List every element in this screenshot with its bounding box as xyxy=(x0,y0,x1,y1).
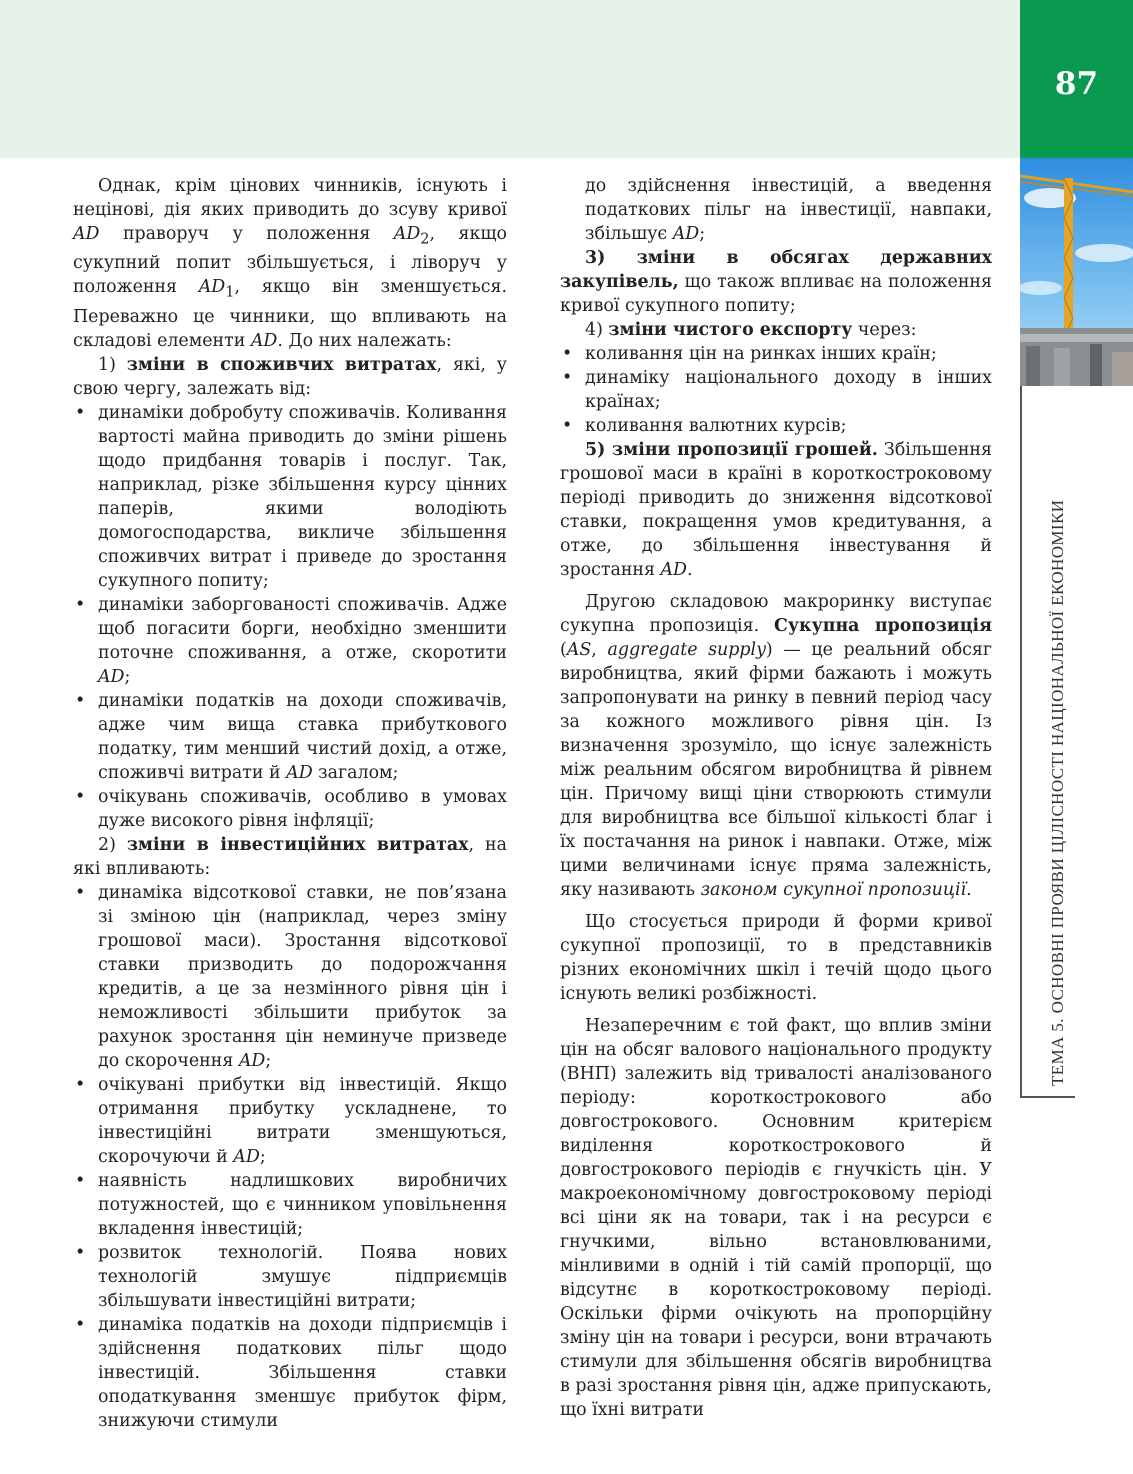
list-item: • динаміки податків на доходи споживачів, адже чим вища ставка прибуткового податку, тим менший чистий дохід, а отже, споживчі витрати й AD загалом; xyxy=(73,689,507,785)
paragraph: 1) зміни в споживчих витратах, які, у свою чергу, залежать від: xyxy=(73,354,507,399)
paragraph: 5) зміни пропозиції грошей. Збільшення грошової маси в країні в короткостроковому періоді приводить до зниження відсоткової ставки, покращення умов кредитування, а отже, до збільшення інвестування й зростання AD. xyxy=(560,440,992,580)
right-column xyxy=(560,174,992,1422)
list-item: • динаміка відсоткової ставки, не пов’язана зі зміною цін (наприклад, через зміну грошової маси). Зростання відсоткової ставки призводить до подорожчання кредитів, а це за незмінного рівня цін і неможливості збільшити прибуток за рахунок зростання цін неминуче призведе до скорочення AD; xyxy=(73,881,507,1073)
list-item: • динаміки добробуту споживачів. Коливання вартості майна приводить до зміни рішень щодо придбання товарів і послуг. Так, наприклад, різке збільшення курсу цінних паперів, якими володіють домогосподарства, викличе збільшення споживчих витрат і приведе до зростання сукупного попиту; xyxy=(73,401,507,593)
paragraph: 4) зміни чистого експорту через: xyxy=(585,320,917,340)
list-item: • очікувань споживачів, особливо в умовах дуже високого рівня інфляції; xyxy=(73,785,507,833)
paragraph: Другою складовою макроринку виступає сукупна пропозиція. Сукупна пропозиція (AS, aggregate supply) — це реальний обсяг виробництва, який фірми бажають і можуть запропонувати на ринку в певний період часу за кожного можливого рівня цін. Із визначення зрозуміло, що існує залежність між реальним обсягом виробництва й рівнем цін. Причому вищі ціни створюють стимули для виробництва все більшої кількості благ і їх постачання на ринок і навпаки. Отже, між цими величинами існує пряма залежність, яку називають законом сукупної пропозиції. xyxy=(560,592,993,900)
list-item: • динаміка податків на доходи підприємців і здійснення податкових пільг щодо інвестицій. Збільшення ставки оподаткування зменшує прибуток фірм, знижуючи стимули xyxy=(73,1313,507,1433)
list-item: • очікувані прибутки від інвестицій. Якщо отримання прибутку ускладнене, то інвестиційні витрати зменшуються, скорочуючи й AD; xyxy=(73,1073,507,1169)
left-column xyxy=(73,174,507,1433)
list-item: • динаміки заборгованості споживачів. Адже щоб погасити борги, необхідно зменшити поточне споживання, а отже, скоротити AD; xyxy=(73,593,507,689)
list-item: • коливання цін на ринках інших країн; xyxy=(560,342,992,366)
list-item-continuation: до здійснення інвестицій, а введення податкових пільг на інвестиції, навпаки, збільшує AD; xyxy=(585,176,992,244)
construction-crane-photo xyxy=(1020,158,1133,386)
list-item: • динаміку національного доходу в інших країнах; xyxy=(560,366,992,414)
topic-title: ТЕМА 5. ОСНОВНІ ПРОЯВИ ЦІЛІСНОСТІ НАЦІОНАЛЬНОЇ ЕКОНОМІКИ xyxy=(1048,499,1067,1086)
paragraph: Однак, крім цінових чинників, існують і нецінові, дія яких приводить до зсуву кривої AD праворуч у положення $AD_2$, якщо сукупний попит збільшується, і ліворуч у положення $AD_1$, якщо він зменшується. Переважно це чинники, що впливають на складові елементи AD. До них належать: xyxy=(73,176,507,351)
paragraph: Що стосується природи й форми кривої сукупної пропозиції, то в представників різних економічних шкіл і течій щодо цього існують великі розбіжності. xyxy=(560,912,992,1004)
header-band xyxy=(0,0,1020,158)
paragraph: 2) зміни в інвестиційних витратах, на які впливають: xyxy=(73,834,507,879)
page-number: 87 xyxy=(1054,66,1099,102)
sidebar-rule-foot xyxy=(1020,1096,1075,1098)
paragraph: 3) зміни в обсягах державних закупівель, що також впливає на положення кривої сукупного попиту; xyxy=(560,248,992,316)
list-item: • розвиток технологій. Поява нових технологій змушує підприємців збільшувати інвестиційні витрати; xyxy=(73,1241,507,1313)
list-item: • наявність надлишкових виробничих потужностей, що є чинником уповільнення вкладення інвестицій; xyxy=(73,1169,507,1241)
paragraph: Незаперечним є той факт, що вплив зміни цін на обсяг валового національного продукту (ВНП) залежить від тривалості аналізованого періоду: короткострокового або довгострокового. Основним критерієм виділення короткострокового й довгострокового періодів є гнучкість цін. У макроекономічному довгостроковому періоді всі ціни як на товари, так і на ресурси є гнучкими, вільно встановлюваними, мінливими в одній і тій самій пропорції, що відсутнє в короткостроковому періоді. Оскільки фірми очікують на пропорційну зміну цін на товари і ресурси, вони втрачають стимули для збільшення обсягів виробництва в разі зростання рівня цін, адже припускають, що їхні витрати xyxy=(560,1016,992,1420)
sidebar-rule xyxy=(1020,386,1022,1098)
list-item: • коливання валютних курсів; xyxy=(560,414,992,438)
